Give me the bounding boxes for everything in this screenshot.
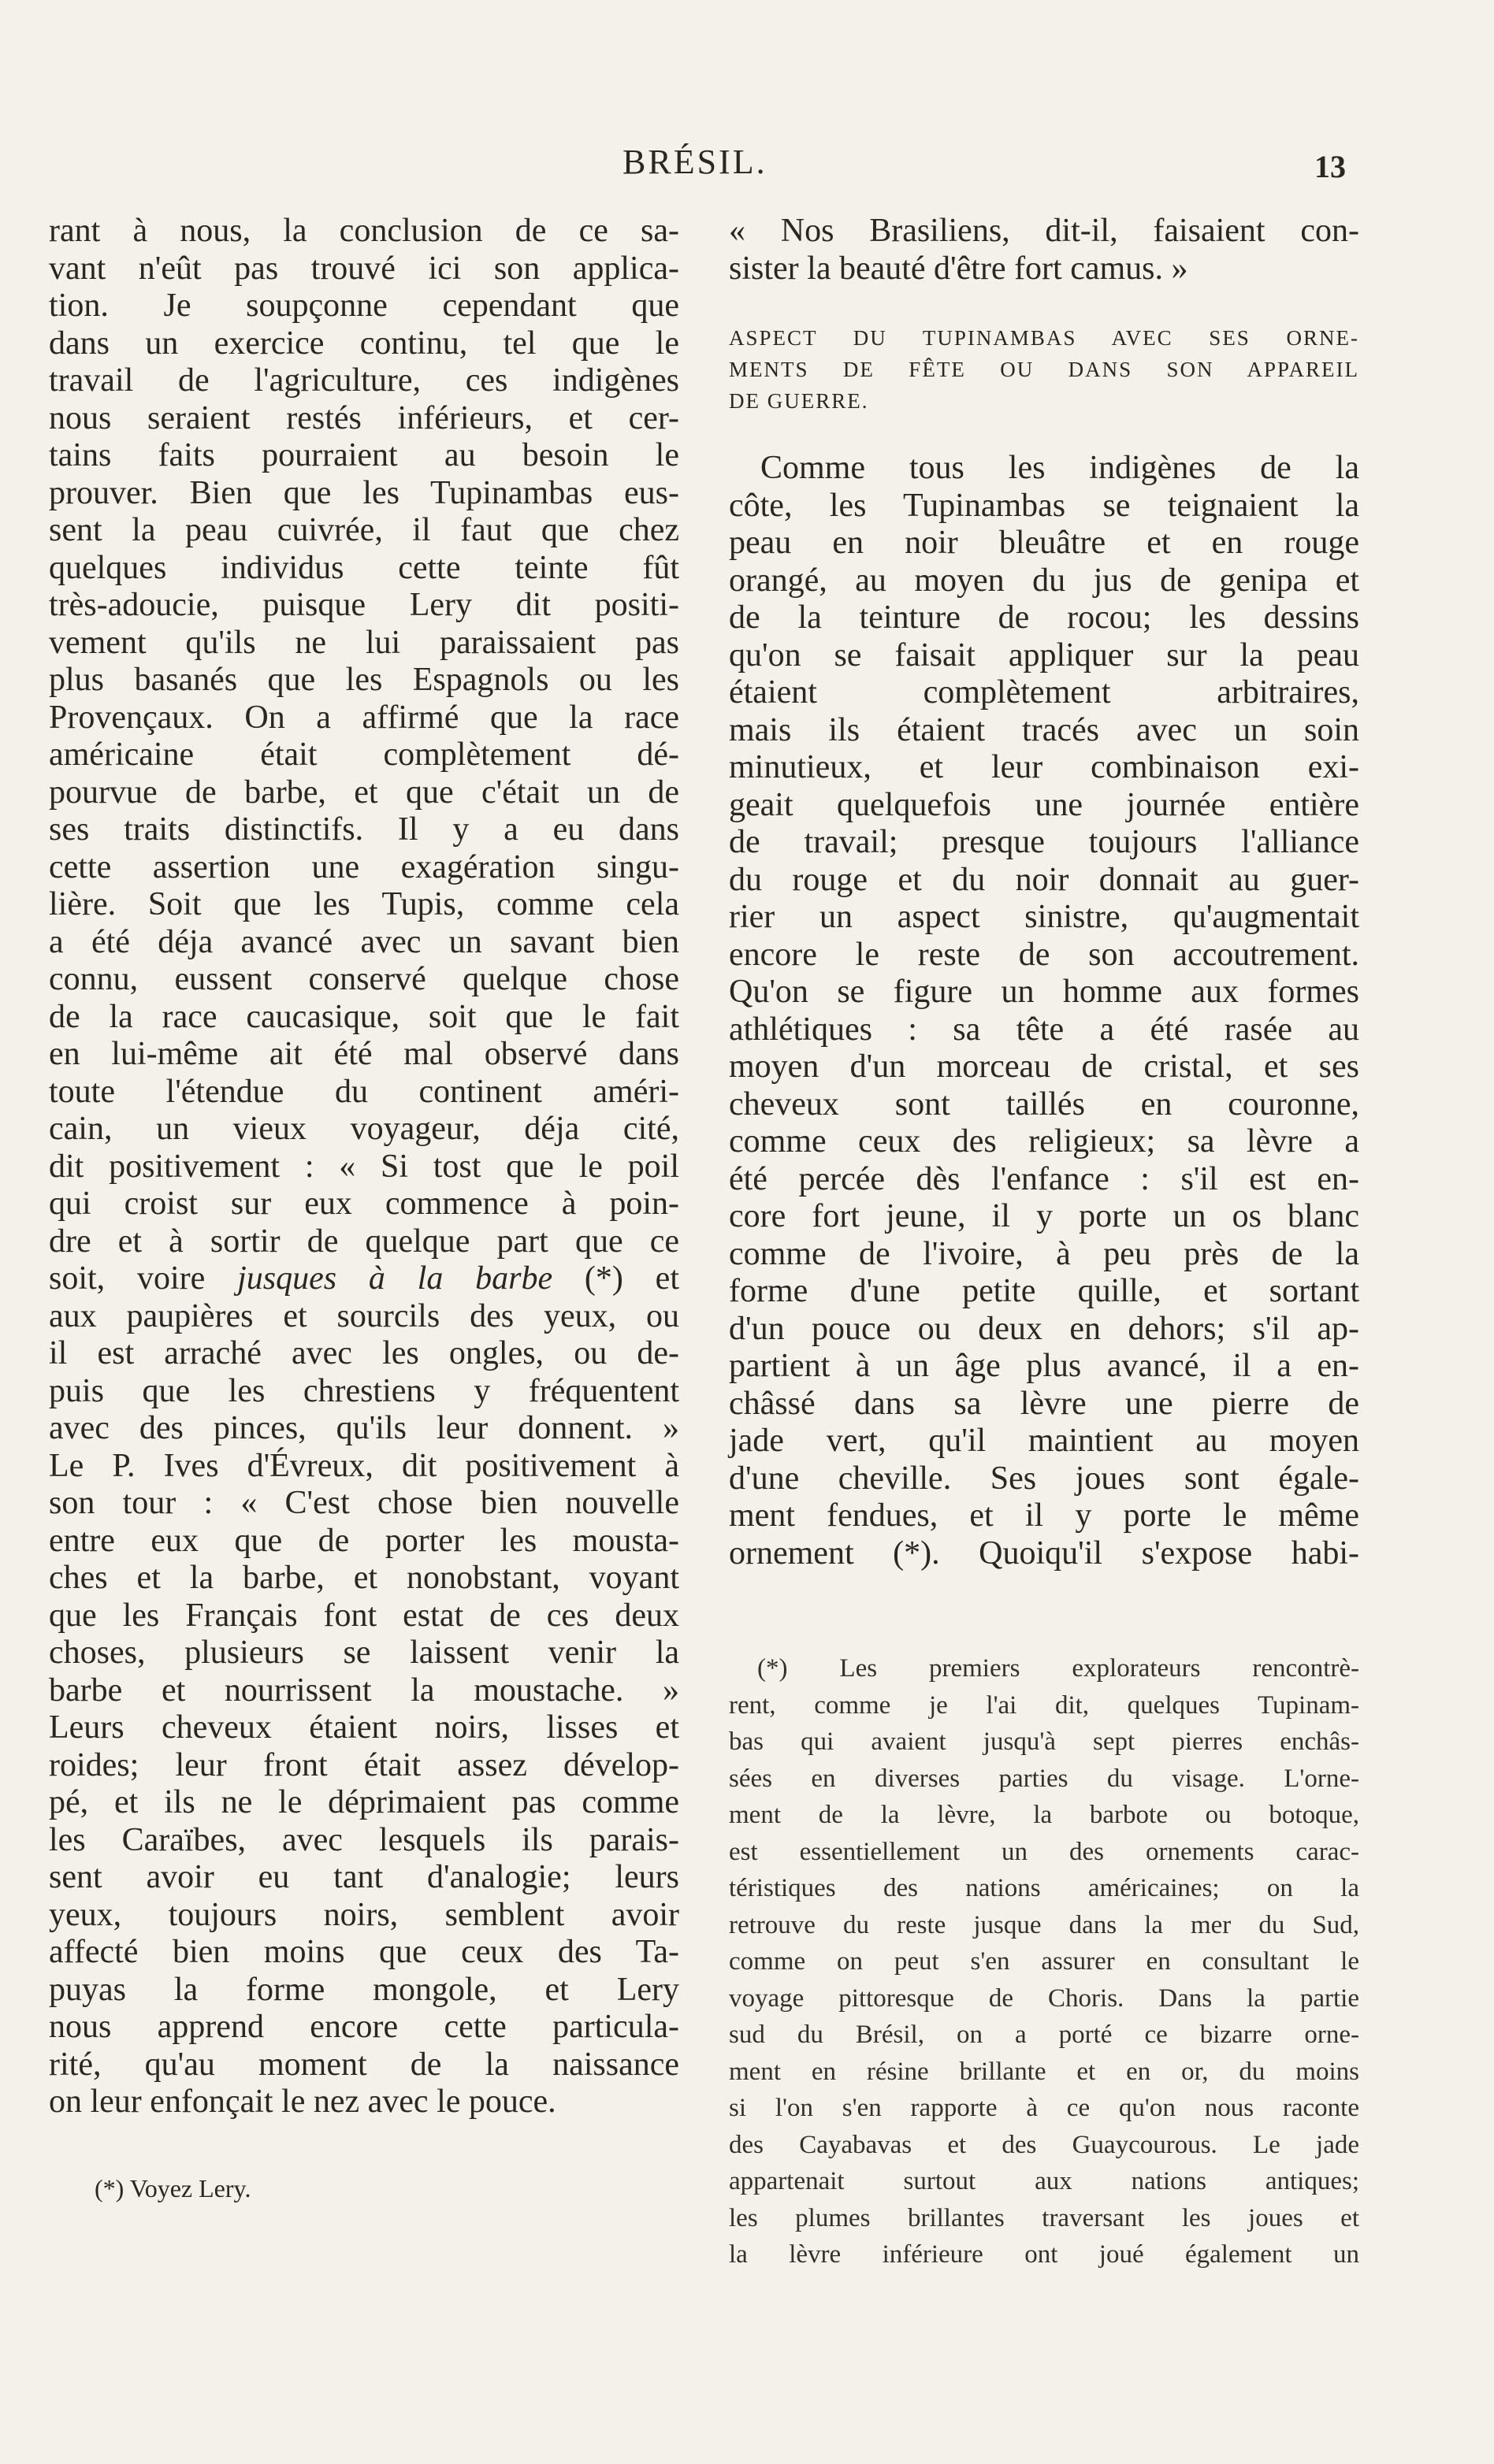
text-line: de travail; presque toujours l'alliance: [729, 824, 1359, 860]
text-line: entre eux que de porter les mousta-: [49, 1522, 679, 1559]
text-line: moyen d'un morceau de cristal, et ses: [729, 1048, 1359, 1085]
running-head: BRÉSIL.: [622, 143, 767, 181]
footnote-line: (*) Les premiers explorateurs rencontrè-: [757, 1654, 1359, 1683]
page-header: [0, 142, 1494, 197]
footnote-line: comme on peut s'en assurer en consultant le: [729, 1947, 1359, 1976]
text-line: comme de l'ivoire, à peu près de la: [729, 1235, 1359, 1272]
text-line: étaient complètement arbitraires,: [729, 674, 1359, 711]
footnote-line: sud du Brésil, on a porté ce bizarre orne-: [729, 2021, 1359, 2049]
text-line: du rouge et du noir donnait au guer-: [729, 861, 1359, 898]
text-line: vement qu'ils ne lui paraissaient pas: [49, 624, 679, 661]
text-line: en lui-même ait été mal observé dans: [49, 1036, 679, 1072]
heading-line: DE GUERRE.: [729, 389, 869, 413]
text-line: tains faits pourraient au besoin le: [49, 437, 679, 473]
footnote-line: est essentiellement un des ornements carac-: [729, 1837, 1359, 1866]
text-line: yeux, toujours noirs, semblent avoir: [49, 1896, 679, 1933]
text-line-italic: soit, voire jusques à la barbe (*) et: [49, 1260, 679, 1297]
text-line: « Nos Brasiliens, dit-il, faisaient con-: [729, 213, 1359, 249]
text-line: connu, eussent conservé quelque chose: [49, 961, 679, 997]
text-line: Le P. Ives d'Évreux, dit positivement à: [49, 1447, 679, 1484]
text-line: travail de l'agriculture, ces indigènes: [49, 362, 679, 399]
text-line: côte, les Tupinambas se teignaient la: [729, 487, 1359, 524]
text-line: nous seraient restés inférieurs, et cer-: [49, 399, 679, 436]
text-line: Provençaux. On a affirmé que la race: [49, 699, 679, 736]
left-column: [49, 213, 679, 2121]
footnote-line: rent, comme je l'ai dit, quelques Tupinam-: [729, 1690, 1359, 1720]
text-line: de la race caucasique, soit que le fait: [49, 998, 679, 1035]
text-line: cheveux sont taillés en couronne,: [729, 1085, 1359, 1123]
footnote-line: sées en diverses parties du visage. L'orne-: [729, 1764, 1359, 1793]
text-line: que les Français font estat de ces deux: [49, 1597, 679, 1634]
text-line: qu'on se faisait appliquer sur la peau: [729, 636, 1359, 674]
text-line: américaine était complètement dé-: [49, 737, 679, 773]
text-line: il est arraché avec les ongles, ou de-: [49, 1335, 679, 1371]
text-line: pé, et ils ne le déprimaient pas comme: [49, 1784, 679, 1820]
text-line: choses, plusieurs se laissent venir la: [49, 1635, 679, 1671]
text-line: ornement (*). Quoiqu'il s'expose habi-: [729, 1534, 1359, 1572]
text-line: puyas la forme mongole, et Lery: [49, 1971, 679, 2008]
text-line: peau en noir bleuâtre et en rouge: [729, 525, 1359, 561]
text-line: lière. Soit que les Tupis, comme cela: [49, 886, 679, 922]
footnote-line: les plumes brillantes traversant les joues et: [729, 2203, 1359, 2232]
text-line: comme ceux des religieux; sa lèvre a: [729, 1123, 1359, 1160]
text-line: avec des pinces, qu'ils leur donnent. »: [49, 1410, 679, 1446]
text-line: partient à un âge plus avancé, il a en-: [729, 1348, 1359, 1384]
text-line: vant n'eût pas trouvé ici son applica-: [49, 250, 679, 287]
text-line: quelques individus cette teinte fût: [49, 549, 679, 586]
text-line: châssé dans sa lèvre une pierre de: [729, 1385, 1359, 1422]
text-line: orangé, au moyen du jus de genipa et: [729, 562, 1359, 599]
footnote-line: retrouve du reste jusque dans la mer du Sud,: [729, 1910, 1359, 1939]
text-line: barbe et nourrissent la moustache. »: [49, 1672, 679, 1709]
text-line: été percée dès l'enfance : s'il est en-: [729, 1160, 1359, 1197]
right-column: [729, 213, 1359, 1572]
section-heading: [729, 322, 1359, 417]
text-line: Comme tous les indigènes de la: [760, 450, 1359, 486]
text-line: encore le reste de son accoutrement.: [729, 936, 1359, 973]
text-line: Leurs cheveux étaient noirs, lisses et: [49, 1709, 679, 1746]
text-line: prouver. Bien que les Tupinambas eus-: [49, 474, 679, 511]
text-line: sent avoir eu tant d'analogie; leurs: [49, 1859, 679, 1895]
text-line: dre et à sortir de quelque part que ce: [49, 1223, 679, 1260]
left-body-text-b: [49, 1298, 679, 2121]
right-body-text: [729, 450, 1359, 1572]
footnote-line: des Cayabavas et des Guaycourous. Le jade: [729, 2130, 1359, 2159]
text-line: son tour : « C'est chose bien nouvelle: [49, 1485, 679, 1521]
quote-text: [729, 213, 1359, 288]
text-line: athlétiques : sa tête a été rasée au: [729, 1011, 1359, 1048]
left-body-text-a: [49, 213, 679, 1260]
text-line: qui croist sur eux commence à poin-: [49, 1186, 679, 1222]
footnote-line: bas qui avaient jusqu'à sept pierres enchâs-: [729, 1727, 1359, 1756]
text-line: pourvue de barbe, et que c'était un de: [49, 774, 679, 811]
footnote-line: ment en résine brillante et en or, du moins: [729, 2057, 1359, 2086]
page-number: 13: [1314, 149, 1346, 184]
text-line: affecté bien moins que ceux des Ta-: [49, 1934, 679, 1970]
footnote-right: [729, 1650, 1359, 2273]
footnote-line: voyage pittoresque de Choris. Dans la partie: [729, 1983, 1359, 2013]
text-line: rant à nous, la conclusion de ce sa-: [49, 213, 679, 249]
text-line: nous apprend encore cette particula-: [49, 2009, 679, 2045]
text-line: roides; leur front était assez dévelop-: [49, 1746, 679, 1783]
text-line: toute l'étendue du continent améri-: [49, 1073, 679, 1110]
text-line: de la teinture de rocou; les dessins: [729, 599, 1359, 636]
text-line: ment fendues, et il y porte le même: [729, 1497, 1359, 1534]
heading-line: MENTS DE FÊTE OU DANS SON APPAREIL: [729, 358, 1359, 381]
text-line: rier un aspect sinistre, qu'augmentait: [729, 899, 1359, 935]
text-line: dit positivement : « Si tost que le poil: [49, 1148, 679, 1185]
text-line: puis que les chrestiens y fréquentent: [49, 1372, 679, 1409]
footnote-line: téristiques des nations américaines; on la: [729, 1874, 1359, 1902]
text-line: plus basanés que les Espagnols ou les: [49, 662, 679, 698]
footnote-left: (*) Voyez Lery.: [95, 2174, 251, 2202]
text-line: Qu'on se figure un homme aux formes: [729, 974, 1359, 1010]
text-line: jade vert, qu'il maintient au moyen: [729, 1423, 1359, 1459]
text-line: tion. Je soupçonne cependant que: [49, 288, 679, 324]
text-line: très-adoucie, puisque Lery dit positi-: [49, 587, 679, 623]
footnote-line: si l'on s'en rapporte à ce qu'on nous raconte: [729, 2094, 1359, 2122]
text-line: geait quelquefois une journée entière: [729, 786, 1359, 823]
text-line: ches et la barbe, et nonobstant, voyant: [49, 1560, 679, 1596]
text-line: on leur enfonçait le nez avec le pouce.: [49, 2084, 556, 2120]
footnote-line: appartenait surtout aux nations antiques;: [729, 2167, 1359, 2195]
text-line: mais ils étaient tracés avec un soin: [729, 711, 1359, 748]
text-line: forme d'une petite quille, et sortant: [729, 1273, 1359, 1309]
text-line: core fort jeune, il y porte un os blanc: [729, 1198, 1359, 1234]
text-line: minutieux, et leur combinaison exi-: [729, 749, 1359, 785]
text-line: d'une cheville. Ses joues sont égale-: [729, 1460, 1359, 1497]
text-line: a été déja avancé avec un savant bien: [49, 923, 679, 960]
text-line: cette assertion une exagération singu-: [49, 848, 679, 885]
text-line: d'un pouce ou deux en dehors; s'il ap-: [729, 1310, 1359, 1347]
text-line: sister la beauté d'être fort camus. »: [729, 250, 1188, 287]
footnote-line: ment de la lèvre, la barbote ou botoque,: [729, 1801, 1359, 1829]
text-line: dans un exercice continu, tel que le: [49, 325, 679, 362]
text-line: rité, qu'au moment de la naissance: [49, 2046, 679, 2083]
text-line: les Caraïbes, avec lesquels ils parais-: [49, 1821, 679, 1858]
footnote-line: la lèvre inférieure ont joué également un: [729, 2240, 1359, 2269]
text-line: aux paupières et sourcils des yeux, ou: [49, 1297, 679, 1334]
text-line: cain, un vieux voyageur, déja cité,: [49, 1111, 679, 1147]
heading-line: ASPECT DU TUPINAMBAS AVEC SES ORNE-: [729, 326, 1359, 350]
text-line: sent la peau cuivrée, il faut que chez: [49, 512, 679, 548]
text-line: ses traits distinctifs. Il y a eu dans: [49, 811, 679, 848]
